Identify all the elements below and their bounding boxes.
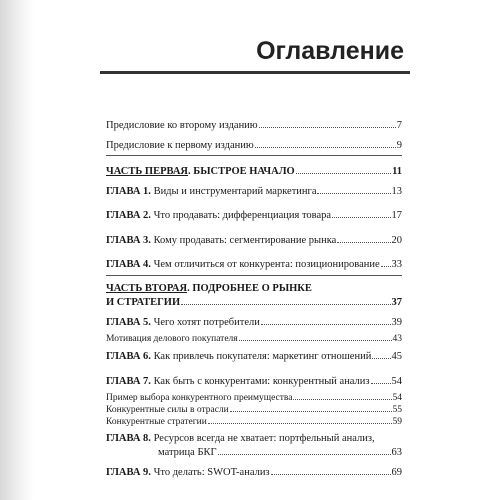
leader-dots bbox=[337, 233, 390, 243]
title-block bbox=[100, 36, 410, 74]
leader-dots bbox=[259, 118, 396, 128]
leader-dots bbox=[208, 414, 392, 424]
toc-entry-business-buyer[interactable]: Мотивация делового покупателя 43 bbox=[106, 331, 402, 346]
toc-entry-chapter-8[interactable]: ГЛАВА 8. Ресурсов всегда не хватает: портфельный анализ, матрица БКГ 63 bbox=[106, 433, 402, 458]
leader-dots bbox=[317, 184, 390, 194]
toc-entry-chapter-1[interactable]: ГЛАВА 1. Виды и инструментарий маркетинга 13 bbox=[106, 186, 402, 197]
toc-entry-chapter-3[interactable]: ГЛАВА 3. Кому продавать: сегментирование рынка 20 bbox=[106, 235, 402, 246]
leader-dots bbox=[239, 331, 392, 341]
toc-entry-preface-1[interactable]: Предисловие к первому изданию 9 bbox=[106, 140, 402, 151]
toc-entry-chapter-6[interactable]: ГЛАВА 6. Как привлечь покупателя: маркетинг отношений 45 bbox=[106, 351, 402, 362]
leader-dots bbox=[181, 295, 390, 305]
toc-entry-part-1[interactable]: ЧАСТЬ ПЕРВАЯ. БЫСТРОЕ НАЧАЛО 11 bbox=[106, 166, 402, 177]
leader-dots bbox=[371, 374, 391, 384]
page-title: Оглавление bbox=[256, 37, 404, 65]
toc-entry-advantage-example[interactable]: Пример выбора конкурентного преимущества 54 bbox=[106, 390, 402, 405]
toc-entry-chapter-4[interactable]: ГЛАВА 4. Чем отличиться от конкурента: позиционирование 33 bbox=[106, 259, 402, 270]
leader-dots bbox=[381, 257, 391, 267]
leader-dots bbox=[230, 402, 392, 412]
page-shadow bbox=[0, 0, 34, 500]
leader-dots bbox=[372, 349, 390, 359]
toc-entry-competitive-strategies[interactable]: Конкурентные стратегии 59 bbox=[106, 414, 402, 429]
toc-entry-chapter-7[interactable]: ГЛАВА 7. Как быть с конкурентами: конкурентный анализ 54 bbox=[106, 376, 402, 387]
toc-entry-competitive-forces[interactable]: Конкурентные силы в отрасли 55 bbox=[106, 402, 402, 417]
leader-dots bbox=[218, 445, 391, 455]
title-rule bbox=[100, 71, 410, 74]
toc-entry-preface-2[interactable]: Предисловие ко второму изданию 7 bbox=[106, 120, 402, 131]
toc-entry-chapter-5[interactable]: ГЛАВА 5. Чего хотят потребители 39 bbox=[106, 317, 402, 328]
toc-entry-chapter-9[interactable]: ГЛАВА 9. Что делать: SWOT-анализ 69 bbox=[106, 467, 402, 478]
leader-dots bbox=[271, 465, 391, 475]
leader-dots bbox=[296, 164, 391, 174]
toc-entry-part-2[interactable]: ЧАСТЬ ВТОРАЯ. ПОДРОБНЕЕ О РЫНКЕ И СТРАТЕГИИ 37 bbox=[106, 283, 402, 308]
leader-dots bbox=[332, 208, 390, 218]
toc-entry-chapter-2[interactable]: ГЛАВА 2. Что продавать: дифференциация товара 17 bbox=[106, 210, 402, 221]
leader-dots bbox=[261, 315, 391, 325]
section-divider bbox=[106, 275, 402, 276]
leader-dots bbox=[255, 138, 396, 148]
section-divider bbox=[106, 155, 402, 156]
leader-dots bbox=[293, 390, 391, 400]
